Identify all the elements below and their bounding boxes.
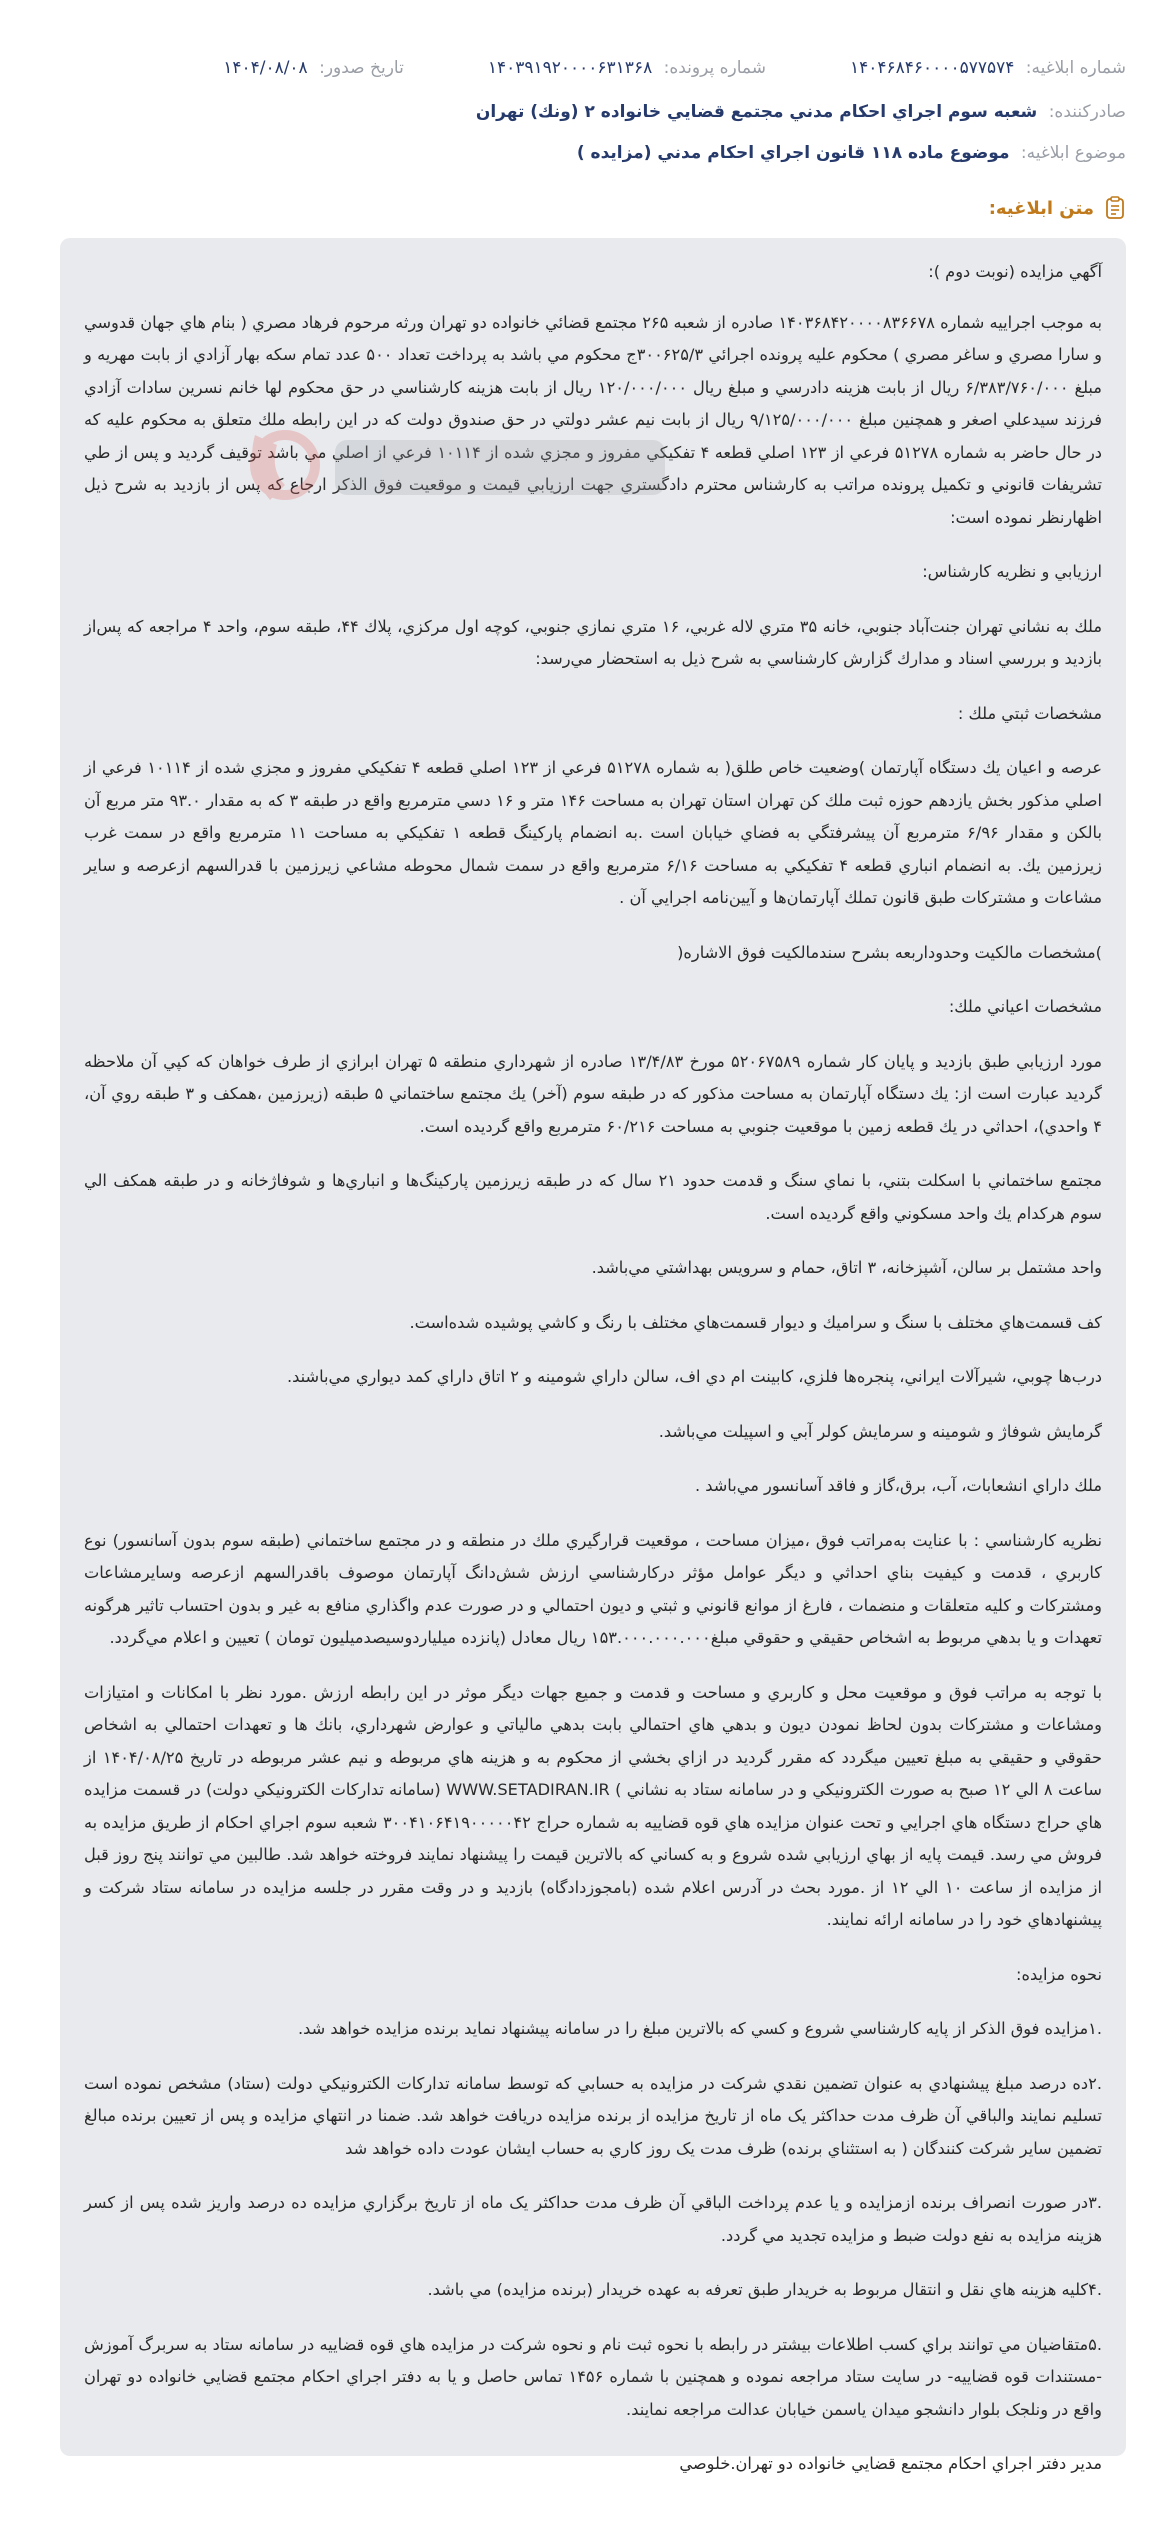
notice-paragraph: .۳در صورت انصراف برنده ازمزايده و يا عدم پرداخت الباقي آن ظرف مدت حداكثر يک ماه از تاريخ برگزاري مزايده ده درصد واريز شده پس از كسر هزينه مزايده به نفع دولت ضبط و مزايده تجديد مي گردد. — [84, 2193, 1102, 2245]
notice-paragraph: واحد مشتمل بر سالن، آشپزخانه، ۳ اتاق، حمام و سرويس بهداشتي مي‌باشد. — [591, 1258, 1102, 1277]
issuer-label: صادرکننده: — [1048, 102, 1126, 122]
notice-text-header — [989, 196, 1126, 220]
notice-paragraph: )مشخصات مالكيت وحدوداربعه بشرح سندمالكيت فوق الاشاره( — [677, 942, 1102, 962]
notice-paragraph: كف قسمت‌هاي مختلف با سنگ و سراميك و ديوار قسمت‌هاي مختلف با رنگ و كاشي پوشيده شده‌است. — [409, 1312, 1102, 1332]
notice-paragraph: ملك به نشاني تهران جنت‌آباد جنوبي، خانه ۳۵ متري لاله غربي، ۱۶ متري نمازي جنوبي، كوچه اول مركزي، پلاك ۴۴، طبقه سوم، واحد ۴ مراجعه كه پس‌از بازديد و بررسي اسناد و مدارك گزارش كارشناسي به شرح ذيل به استحضار مي‌رسد: — [84, 616, 1103, 668]
notice-heading: آگهي مزايده (نوبت دوم ): — [928, 262, 1102, 281]
notice-paragraph: نظريه كارشناسي : با عنايت به‌مراتب فوق ،ميزان مساحت ، موقعيت قرارگيري ملك در منطقه و در مجتمع ساختماني (طبقه سوم بدون آسانسور) نوع كاربري ، قدمت و كيفيت بناي احداثي و ديگر عوامل مؤثر دركارشناسي ارزش شش‌دانگ آپارتمان موصوف باقدرالسهم ازعرصه وسايرمشاعات ومشتركات و كليه متعلقات و منضمات ، فارغ از موانع قانوني و ثبتي و ديون احتمالي و در صورت عدم واگذاري منافع به غير و بدون احتساب تاثير هرگونه تعهدات و يا بدهي مربوط به اشخاص حقيقي و حقوقي مبلغ۱۵۳.۰۰۰.۰۰۰.۰۰۰ ريال معادل (پانزده ميلياردوسيصدميليون تومان ) تعيين و اعلام مي‌گردد. — [84, 1530, 1102, 1647]
notice-paragraph: ملك داراي انشعابات، آب، برق،گاز و فاقد آسانسور مي‌باشد . — [694, 1476, 1102, 1495]
notice-paragraph: عرصه و اعيان يك دستگاه آپارتمان )وضعيت خاص طلق( به شماره ۵۱۲۷۸ فرعي از ۱۲۳ اصلي قطعه ۴ تفكيكي مفروز و مجزي شده از ۱۰۱۱۴ فرعي از اصلي مذكور بخش يازدهم حوزه ثبت ملك كن تهران استان تهران به مساحت ۱۴۶ متر و ۱۶ دسي مترمربع واقع در طبقه ۳ كه به مقدار ۹۳.۰ متر مربع آن بالكن و مقدار ۶/۹۶ مترمربع آن پيشرفتگي به فضاي خيابان است .به انضمام پاركينگ قطعه ۱ تفكيكي به مساحت ۱۱ مترمربع واقع در سمت غرب زيرزمين يك. به انضمام انباري قطعه ۴ تفكيكي به مساحت ۶/۱۶ مترمربع واقع در سمت شمال محوطه مشاعي زيرزمين با قدرالسهم ازعرصه و ساير مشاعات و مشتركات طبق قانون تملك آپارتمان‌ها و آيين‌نامه اجرايي آن . — [84, 758, 1102, 907]
notice-paragraph: گرمايش شوفاژ و شومينه و سرمايش كولر آبي و اسپيلت مي‌باشد. — [658, 1421, 1102, 1441]
subject-label: موضوع ابلاغيه: — [1020, 143, 1126, 163]
case-number-label: شماره پرونده: — [663, 58, 766, 78]
notice-number-value: ۱۴۰۴۶۸۴۶۰۰۰۰۵۷۷۵۷۴ — [850, 58, 1015, 78]
issue-date — [223, 56, 404, 80]
notice-signature: مدير دفتر اجراي احكام مجتمع قضايي خانواده دو تهران.خلوصي — [679, 2454, 1102, 2473]
notice-paragraph: درب‌ها چوبي، شيرآلات ايراني، پنجره‌ها فلزي، كابينت ام دي اف، سالن داراي شومينه و ۲ اتاق داراي كمد ديواري مي‌باشند. — [287, 1367, 1102, 1386]
notice-paragraph: مجتمع ساختماني با اسكلت بتني، با نماي سنگ و قدمت حدود ۲۱ سال كه در طبقه زيرزمين پاركينگ‌ها و انباري‌ها و شوفاژخانه و در طبقه همكف الي سوم هركدام يك واحد مسكوني واقع گرديده است. — [84, 1171, 1102, 1223]
notice-paragraph: نحوه مزايده: — [1016, 1964, 1102, 1984]
notice-text-panel — [60, 238, 1126, 2473]
issuer-value: شعبه سوم اجراي احكام مدني مجتمع قضايي خانواده ۲ (ونك) تهران — [475, 102, 1038, 122]
notice-number — [850, 56, 1126, 80]
notice-paragraph: .۵متقاضيان مي توانند براي كسب اطلاعات بيشتر در رابطه با نحوه ثبت نام و نحوه شركت در مزايده هاي قوه قضاييه در سامانه ستاد به سربرگ آموزش -مستندات قوه قضاييه- در سايت ستاد مراجعه نموده و همچنين با شماره ۱۴۵۶ تماس حاصل و يا به دفتر اجراي احكام مجتمع قضايي خانواده دو تهران واقع در ونلجک بلوار دانشجو ميدان ياسمن خيابان عدالت مراجعه نمايند. — [84, 2334, 1102, 2419]
notice-paragraph: .۱مزايده فوق الذكر از پايه كارشناسي شروع و كسي كه بالاترين مبلغ را در سامانه پيشنهاد نمايد برنده مزايده خواهد شد. — [297, 2019, 1102, 2038]
notice-paragraph: با توجه به مراتب فوق و موقعيت محل و كاربري و مساحت و قدمت و جميع جهات ديگر موثر در اين رابطه ارزش .مورد نظر با امكانات و امتيازات ومشاعات و مشتركات بدون لحاظ نمودن ديون و بدهي هاي احتمالي بابت بدهي مالياتي و عوارض شهرداري، بانك ها و تعهدات احتمالي به اشخاص حقوقي و حقيقي به مبلغ تعيين ميگردد كه مقرر گرديد در ازاي بخشي از محكوم به و هزينه هاي مربوطه و نيم عشر مربوطه در تاريخ ۱۴۰۴/۰۸/۲۵ از ساعت ۸ الي ۱۲ صبح به صورت الكترونيكي و در سامانه ستاد به نشاني ) WWW.SETADIRAN.IR (سامانه تداركات الكترونيكي دولت) در قسمت مزايده هاي حراج دستگاه هاي اجرايي و تحت عنوان مزايده هاي قوه قضاييه به شماره حراج ۳۰۰۴۱۰۶۴۱۹۰۰۰۰۰۴۲ شعبه سوم اجراي احكام از طريق مزايده به فروش مي رسد. قيمت پايه از بهاي ارزيابي شده شروع و به كساني كه بالاترين قيمت را پيشنهاد نمايند فروخته خواهد شد. طالبين مي توانند پنج روز قبل از مزايده از ساعت ۱۰ الي ۱۲ از .مورد بحث در آدرس اعلام شده (بامجوزدادگاه) بازديد و در وقت مقرر در جلسه مزايده در سامانه ستاد شركت و پيشنهادهاي خود را در سامانه ارائه نمايند. — [84, 1682, 1103, 1929]
notice-paragraph: به موجب اجراييه شماره ۱۴۰۳۶۸۴۲۰۰۰۰۸۳۶۶۷۸ صادره از شعبه ۲۶۵ مجتمع قضائي خانواده دو تهران ورثه مرحوم فرهاد مصري ( بنام هاي جهان قدوسي و سارا مصري و ساغر مصري ) محكوم عليه پرونده اجرائي ۳۰۰۶۲۵/۳ج محكوم مي باشد به پرداخت تعداد ۵۰۰ عدد تمام سكه بهار آزادي از بابت مهريه و مبلغ ۶/۳۸۳/۷۶۰/۰۰۰ ريال از بابت هزينه دادرسي و مبلغ ريال ۱۲۰/۰۰۰/۰۰۰ ريال از بابت هزينه كارشناسي در حق محكوم لها خانم نسرين سادات آزادي فرزند سيدعلي اصغر و همچنين مبلغ ۹/۱۲۵/۰۰۰/۰۰۰ ريال از بابت نيم عشر دولتي در حق صندوق دولت كه در اين رابطه ملك متعلق به محكوم عليه كه در حال حاضر به شماره ۵۱۲۷۸ فرعي از ۱۲۳ اصلي قطعه ۴ تفكيكي مفروز و مجزي شده از ۱۰۱۱۴ فرعي از اصلي مي باشد توقيف گرديد و پس از طي تشريفات قانوني و تكميل پرونده مراتب به كارشناس محترم دادگستري جهت ارزيابي قيمت و موقعيت فوق الذكر ارجاع كه پس از بازديد به شرح ذيل اظهارنظر نموده است: — [84, 312, 1103, 527]
notice-text-title: متن ابلاغيه: — [988, 197, 1094, 219]
notice-paragraph: .۲ده درصد مبلغ پيشنهادي به عنوان تضمين نقدي شركت در مزايده به حسابي كه توسط سامانه تداركات الكترونيكي دولت (ستاد) مشخص نموده است تسليم نمايند والباقي آن ظرف مدت حداكثر يک ماه از تاريخ مزايده از برنده مزايده دريافت خواهد شد. ضمنا در انتهاي مزايده و پس از تعيين برنده مبالغ تضمين ساير شركت كنندگان ( به استثناي برنده) ظرف مدت يک روز كاري به حساب ايشان عودت داده خواهد شد — [84, 2073, 1102, 2158]
subject-value: موضوع ماده ۱۱۸ قانون اجراي احكام مدني (مزايده ) — [576, 143, 1010, 163]
issue-date-label: تاريخ صدور: — [319, 58, 404, 78]
meta-row-subject — [48, 141, 1126, 165]
notice-paragraph: مشخصات اعياني ملك: — [948, 997, 1102, 1016]
notice-number-label: شماره ابلاغيه: — [1025, 58, 1126, 78]
document-icon — [1104, 196, 1126, 220]
issue-date-value: ۱۴۰۴/۰۸/۰۸ — [223, 58, 308, 78]
notice-paragraph: مورد ارزيابي طبق بازديد و پايان كار شماره ۵۲۰۶۷۵۸۹ مورخ ۱۳/۴/۸۳ صادره از شهرداري منطقه ۵ تهران ابرازي از طرف خواهان كه كپي آن ملاحظه گرديد عبارت است از: يك دستگاه آپارتمان به مساحت مذكور كه در طبقه سوم (آخر) يك مجتمع ساختماني ۵ طبقه (زيرزمين ،همكف و ۳ طبقه روي آن، ۴ واحدي)، احداثي در يك قطعه زمين با موقعيت جنوبي به مساحت ۶۰/۲۱۶ مترمربع واقع گرديده است. — [84, 1051, 1103, 1136]
case-number — [488, 56, 766, 80]
meta-row-numbers — [48, 56, 1126, 80]
notice-paragraph: ارزيابي و نظريه كارشناس: — [922, 562, 1102, 581]
meta-row-issuer — [48, 100, 1126, 124]
notice-paragraph: .۴كليه هزينه هاي نقل و انتقال مربوط به خريدار طبق تعرفه به عهده خريدار (برنده مزايده) مي باشد. — [427, 2280, 1102, 2299]
case-number-value: ۱۴۰۳۹۱۹۲۰۰۰۰۶۳۱۳۶۸ — [487, 58, 653, 78]
notice-paragraph: مشخصات ثبتي ملك : — [957, 703, 1102, 723]
